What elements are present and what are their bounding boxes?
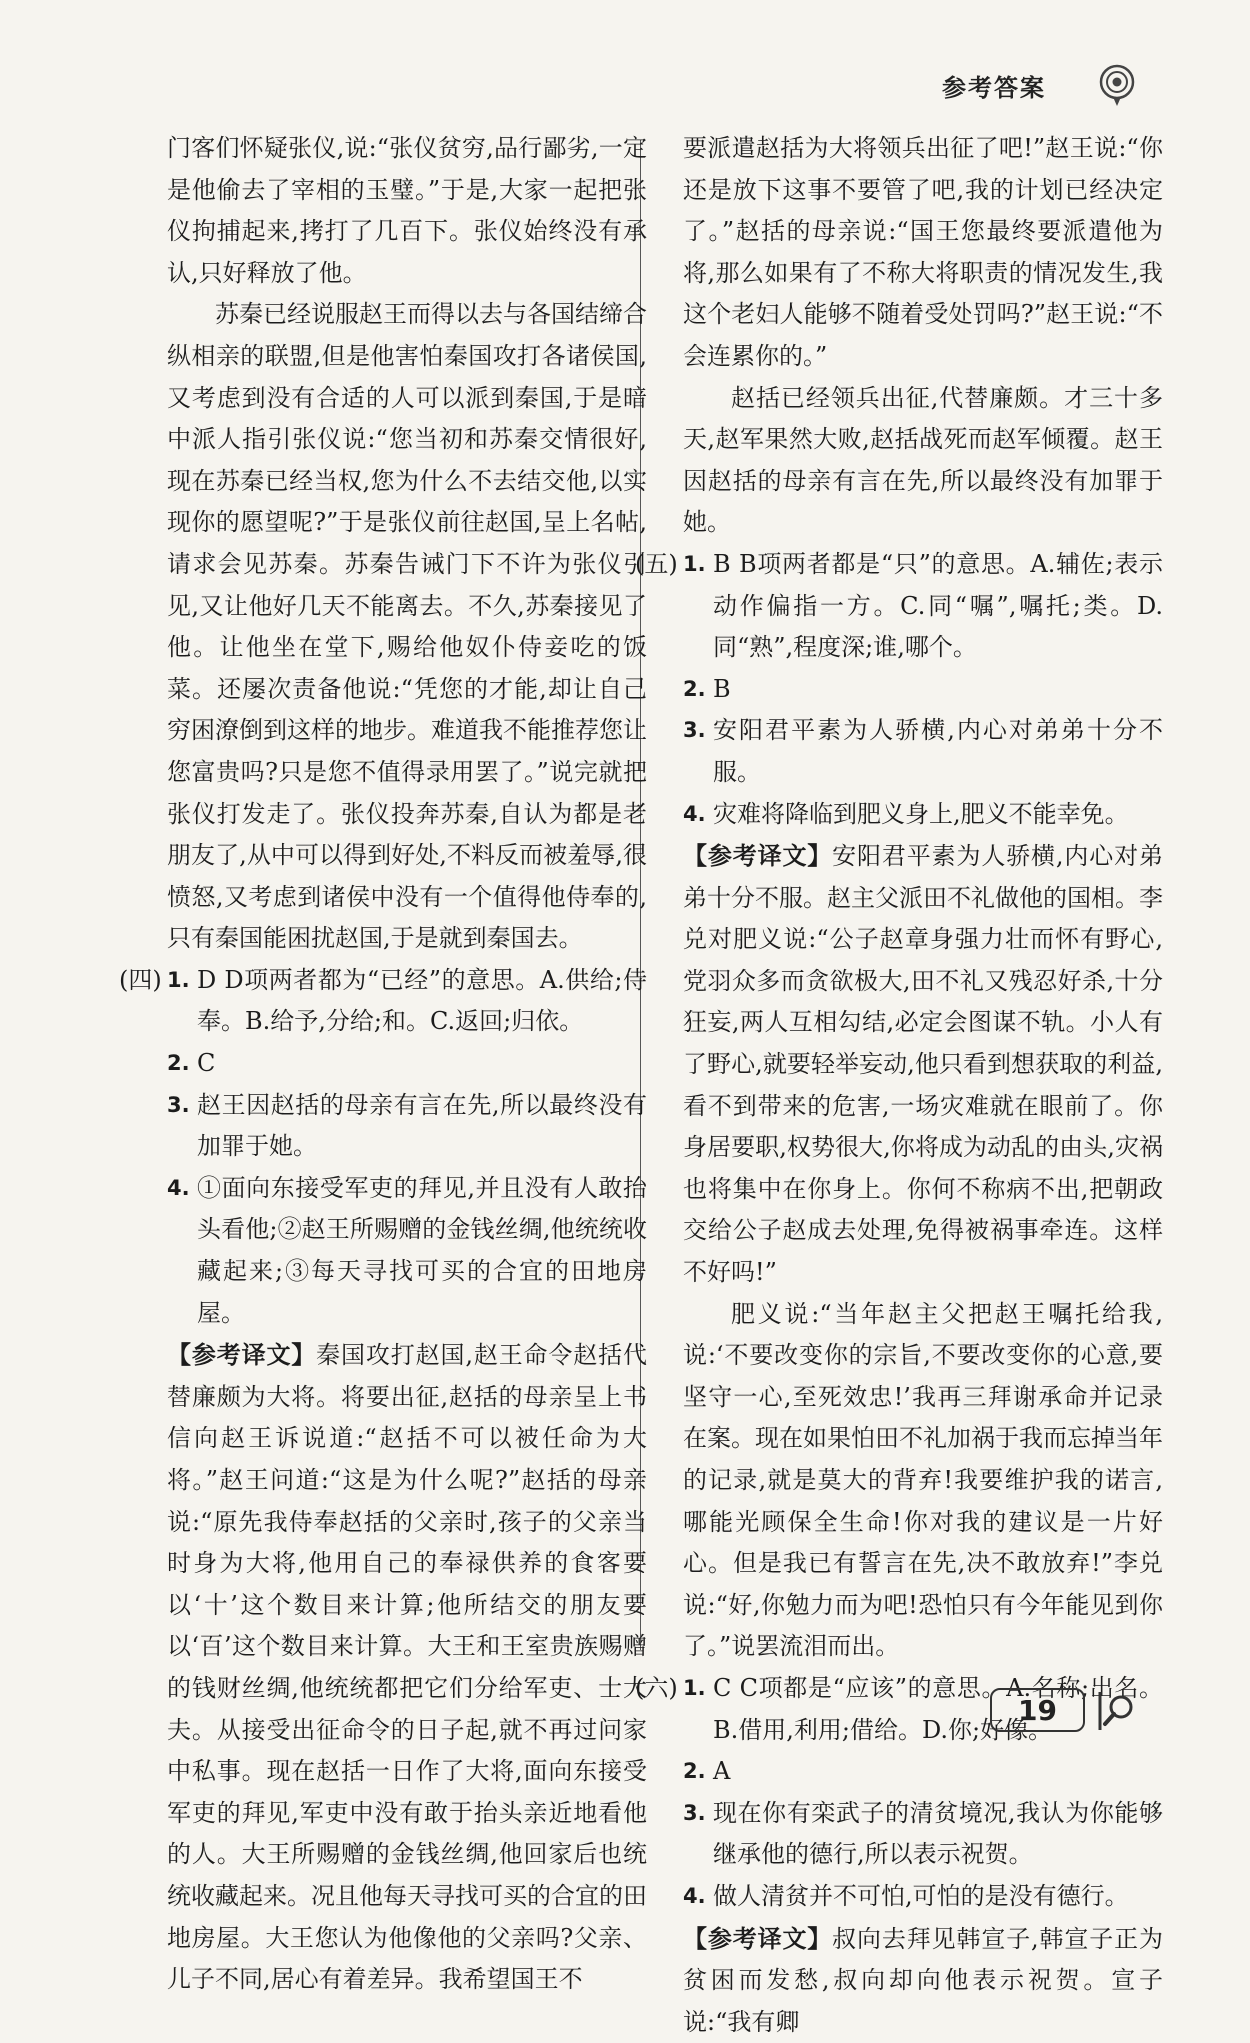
item-number: 1. [167, 967, 190, 992]
answer-item [119, 960, 647, 1043]
reference-text: 安阳君平素为人骄横,内心对弟弟十分不服。赵主父派田不礼做他的国相。李兑对肥义说:“公子赵章身强力壮而怀有野心,党羽众多而贪欲极大,田不礼又残忍好杀,十分狂妄,两人互相勾结,必定会图谋不轨。小人有了野心,就要轻举妄动,他只看到想获取的利益,看不到带来的危害,一场灾难就在眼前了。你身居要职,权势很大,你将成为动乱的由头,灾祸也将集中在你身上。你何不称病不出,把朝政交给公子赵成去处理,免得被祸事牵连。这样不好吗!” [683, 842, 1163, 1287]
paragraph: 肥义说:“当年赵主父把赵王嘱托给我,说:‘不要改变你的宗旨,不要改变你的心意,要坚守一心,至死效忠!’我再三拜谢承命并记录在案。现在如果怕田不礼加祸于我而忘掉当年的记录,就是莫大的背弃!我要维护我的诺言,哪能光顾保全生命!你对我的建议是一片好心。但是我已有誓言在先,决不敢放弃!”李兑说:“好,你勉力而为吧!恐怕只有今年能见到你了。”说罢流泪而出。 [683, 1299, 1163, 1661]
item-text: B B项两者都是“只”的意思。A.辅佐;表示动作偏指一方。C.同“嘱”,嘱托;类。D.同“熟”,程度深;谁,哪个。 [713, 549, 1163, 662]
reference-label: 【参考译文】 [683, 841, 833, 871]
item-number: 3. [683, 1800, 706, 1825]
item-number: 2. [167, 1051, 190, 1076]
item-number: 1. [683, 551, 706, 576]
reference-label: 【参考译文】 [167, 1340, 317, 1370]
item-number: 2. [683, 676, 706, 701]
paragraph: 赵括已经领兵出征,代替廉颇。才三十多天,赵军果然大败,赵括战死而赵军倾覆。赵王因赵括的母亲有言在先,所以最终没有加罪于她。 [683, 383, 1163, 537]
item-text: C C项都是“应该”的意思。A.名称;出名。B.借用,利用;借给。D.你;好像。 [713, 1673, 1163, 1744]
item-number: 4. [683, 801, 706, 826]
answer-item [635, 544, 1163, 669]
item-number: 3. [167, 1092, 190, 1117]
audio-bubble-icon [1097, 64, 1137, 108]
answer-item [683, 1793, 1163, 1876]
section-label: (四) [119, 965, 162, 994]
search-icon [1096, 1690, 1138, 1732]
item-number: 2. [683, 1759, 706, 1784]
section-label: (五) [635, 549, 678, 578]
answer-item [683, 669, 1163, 711]
answer-item [167, 1043, 647, 1085]
item-text: 安阳君平素为人骄横,内心对弟弟十分不服。 [713, 716, 1163, 786]
item-number: 4. [167, 1175, 190, 1200]
paragraph: 门客们怀疑张仪,说:“张仪贫穷,品行鄙劣,一定是他偷去了宰相的玉璧。”于是,大家一起把张仪拘捕起来,拷打了几百下。张仪始终没有承认,只好释放了他。 [167, 134, 647, 287]
reference-label: 【参考译文】 [683, 1923, 833, 1953]
answer-item [683, 1876, 1163, 1918]
answer-item [683, 1751, 1163, 1793]
answer-item [167, 1168, 647, 1334]
left-column [119, 128, 647, 2001]
right-column [635, 128, 1163, 2043]
answer-item [683, 710, 1163, 793]
item-number: 3. [683, 718, 706, 743]
page-header-title: 参考答案 [942, 74, 1046, 102]
item-text: 灾难将降临到肥义身上,肥义不能幸免。 [713, 799, 1129, 828]
item-text: ①面向东接受军吏的拜见,并且没有人敢抬头看他;②赵王所赐赠的金钱丝绸,他统统收藏起来;③每天寻找可买的合宜的田地房屋。 [197, 1173, 647, 1327]
answer-item [635, 1668, 1163, 1751]
answer-item [683, 794, 1163, 836]
reference-text: 叔向去拜见韩宣子,韩宣子正为贫困而发愁,叔向却向他表示祝贺。宣子说:“我有卿 [683, 1924, 1163, 2036]
item-text: 现在你有栾武子的清贫境况,我认为你能够继承他的德行,所以表示祝贺。 [713, 1798, 1163, 1869]
reference-text: 秦国攻打赵国,赵王命令赵括代替廉颇为大将。将要出征,赵括的母亲呈上书信向赵王诉说道:“赵括不可以被任命为大将。”赵王问道:“这是为什么呢?”赵括的母亲说:“原先我侍奉赵括的父亲时,孩子的父亲当时身为大将,他用自己的奉禄供养的食客要以‘十’这个数目来计算;他所结交的朋友要以‘百’这个数目来计算。大王和王室贵族赐赠的钱财丝绸,他统统都把它们分给军吏、士大夫。从接受出征命令的日子起,就不再过问家中私事。现在赵括一日作了大将,面向东接受军吏的拜见,军吏中没有敢于抬头亲近地看他的人。大王所赐赠的金钱丝绸,他回家后也统统收藏起来。况且他每天寻找可买的合宜的田地房屋。大王您认为他像他的父亲吗?父亲、儿子不同,居心有着差异。我希望国王不 [167, 1341, 647, 1994]
item-text: A [713, 1757, 731, 1786]
reference-translation [683, 835, 1163, 1294]
item-text: 做人清贫并不可怕,可怕的是没有德行。 [713, 1881, 1129, 1910]
reference-translation [167, 1334, 647, 2001]
section-label: (六) [635, 1673, 678, 1702]
paragraph: 苏秦已经说服赵王而得以去与各国结缔合纵相亲的联盟,但是他害怕秦国攻打各诸侯国,又考虑到没有合适的人可以派到秦国,于是暗中派人指引张仪说:“您当初和苏秦交情很好,现在苏秦已经当权,您为什么不去结交他,以实现你的愿望呢?”于是张仪前往赵国,呈上名帖,请求会见苏秦。苏秦告诫门下不许为张仪引见,又让他好几天不能离去。不久,苏秦接见了他。让他坐在堂下,赐给他奴仆侍妾吃的饭菜。还屡次责备他说:“凭您的才能,却让自己穷困潦倒到这样的地步。难道我不能推荐您让您富贵吗?只是您不值得录用罢了。”说完就把张仪打发走了。张仪投奔苏秦,自认为都是老朋友了,从中可以得到好处,不料反而被羞辱,很愤怒,又考虑到诸侯中没有一个值得他侍奉的,只有秦国能困扰赵国,于是就到秦国去。 [167, 300, 647, 953]
answer-item [167, 1085, 647, 1168]
page-number: 19 [990, 1688, 1085, 1732]
paragraph: 要派遣赵括为大将领兵出征了吧!”赵王说:“你还是放下这事不要管了吧,我的计划已经决定了。”赵括的母亲说:“国王您最终要派遣他为将,那么如果有了不称大将职责的情况发生,我这个老妇人能够不随着受处罚吗?”赵王说:“不会连累你的。” [683, 134, 1163, 370]
item-number: 1. [683, 1675, 706, 1700]
item-text: D D项两者都为“已经”的意思。A.供给;侍奉。B.给予,分给;和。C.返回;归依。 [197, 965, 647, 1036]
reference-translation [683, 1918, 1163, 2043]
item-text: B [713, 674, 731, 703]
item-text: 赵王因赵括的母亲有言在先,所以最终没有加罪于她。 [197, 1090, 647, 1161]
item-text: C [197, 1049, 216, 1078]
item-number: 4. [683, 1883, 706, 1908]
